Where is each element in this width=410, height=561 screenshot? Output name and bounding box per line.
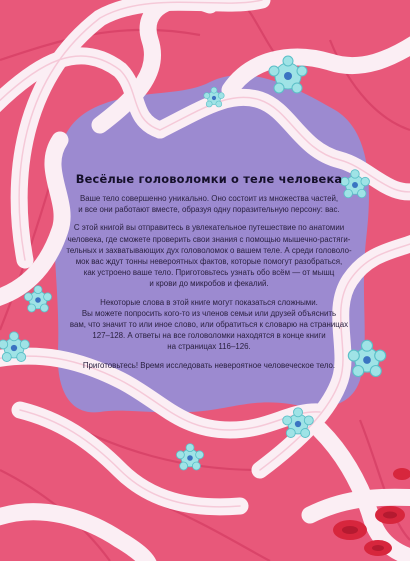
journey-paragraph [64, 222, 354, 289]
text-line: С этой книгой вы отправитесь в увлекательное путешествие по анатомии [73, 223, 345, 233]
text-line: Приготовьтесь! Время исследовать невероятное человеческое тело. [82, 360, 336, 370]
intro-paragraph [64, 193, 354, 215]
text-line: и крови до микробов и фекалий. [149, 279, 269, 289]
text-line: Вы можете попросить кого-то из членов семьи или друзей объяснить [81, 308, 337, 318]
text-line: человека, где сможете проверить свои знания с помощью мышечно-растяги- [67, 234, 351, 244]
text-line: Ваше тело совершенно уникально. Оно состоит из множества частей, [79, 194, 339, 203]
text-line: и все они работают вместе, образуя одну поразительную персону: вас. [78, 205, 340, 215]
text-line: тельных и захватывающих дух головоломок о вашем теле. А среди головоло- [66, 245, 352, 255]
text-line: мок вас ждут тонны невероятных фактов, которые помогут разобраться, [75, 257, 343, 267]
closing-paragraph [64, 360, 354, 371]
text-line: Некоторые слова в этой книге могут показаться сложными. [100, 297, 318, 307]
intro-text-block [64, 172, 354, 388]
text-line: как устроено ваше тело. Приготовьтесь узнать обо всём — от мышц [83, 268, 335, 278]
text-line: на страницах 116–126. [167, 342, 251, 352]
text-line: 127–128. А ответы на все головоломки находятся в конце книги [92, 331, 326, 341]
page-title: Весёлые головоломки о теле человека [75, 172, 343, 186]
text-line: вам, что значит то или иное слово, или обратиться к словарю на страницах [69, 320, 349, 330]
dictionary-paragraph [64, 297, 354, 353]
